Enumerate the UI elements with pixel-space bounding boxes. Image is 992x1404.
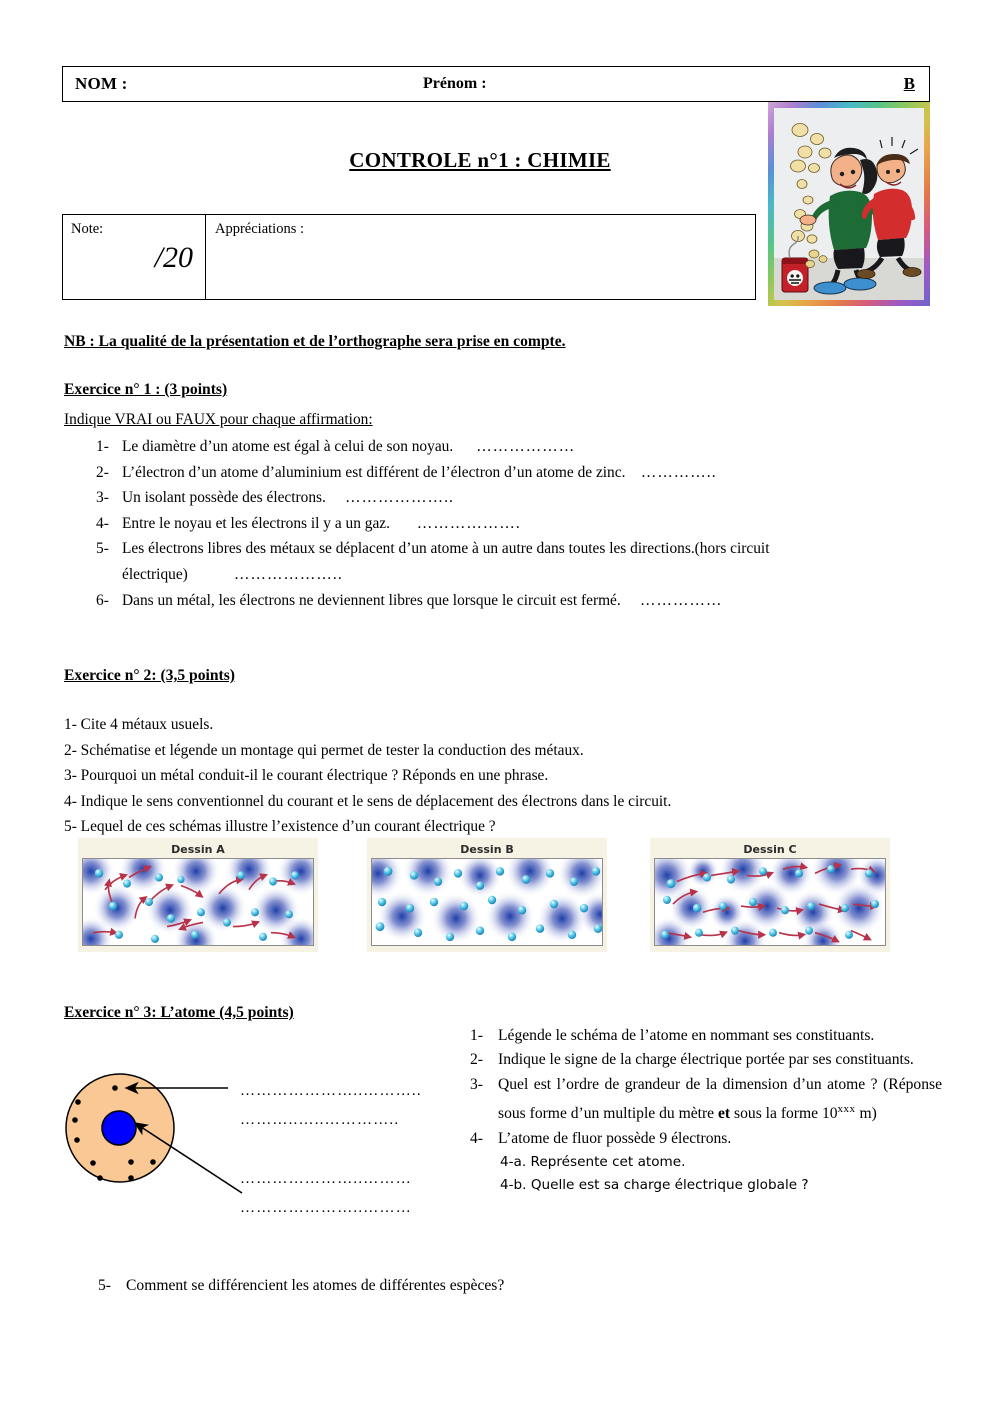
exponent-placeholder: xxx	[837, 1103, 856, 1116]
answer-blank[interactable]: …………..	[640, 463, 717, 481]
atom-diagram-wrapper	[62, 1040, 462, 1230]
answer-blank[interactable]: ……………….	[416, 514, 521, 532]
list-item: 3- Pourquoi un métal conduit-il le courant électrique ? Réponds en une phrase.	[64, 767, 549, 784]
exercise2-question-list	[64, 712, 924, 840]
item-text	[498, 1127, 942, 1197]
item-statement-end: m)	[855, 1105, 877, 1123]
drawing-dessin-b	[367, 838, 607, 952]
student-identity-bar	[62, 66, 930, 102]
lattice-drawings-group	[78, 838, 898, 956]
lattice-diagram-c	[655, 859, 885, 945]
exercise3-question-list	[470, 1024, 942, 1197]
drawing-frame	[654, 858, 886, 946]
page-title-text: CONTROLE n°1 : CHIMIE	[349, 148, 611, 172]
note-value: /20	[154, 241, 193, 274]
list-item	[470, 1073, 942, 1127]
item-number: 5-	[98, 1277, 111, 1294]
exercise2-heading: Exercice n° 2: (3,5 points)	[64, 667, 235, 684]
item-text	[122, 460, 936, 486]
drawing-frame	[371, 858, 603, 946]
item-statement: Dans un métal, les électrons ne deviennent libres que lorsque le circuit est fermé.	[122, 591, 621, 609]
answer-blank[interactable]: ………………..	[345, 489, 454, 507]
page-title	[210, 148, 750, 173]
atom-nucleus	[102, 1111, 136, 1145]
drawing-dessin-a	[78, 838, 318, 952]
item-number: 1-	[96, 438, 109, 455]
item-number: 6-	[96, 591, 109, 609]
item-statement: Un isolant possède des électrons.	[122, 489, 326, 507]
grade-box	[62, 214, 756, 300]
item-text: Légende le schéma de l’atome en nommant ses constituants.	[498, 1027, 875, 1044]
list-item	[96, 536, 936, 587]
exercise1-heading: Exercice n° 1 : (3 points)	[64, 381, 228, 398]
atom-blank-line-2: ………..…..…………..	[240, 1112, 400, 1128]
item-text	[122, 485, 936, 511]
answer-blank[interactable]: ……………	[640, 591, 723, 609]
item-number: 3-	[96, 489, 109, 507]
answer-blank[interactable]: ………………	[476, 438, 576, 455]
item-statement: L’atome de fluor possède 9 électrons.	[498, 1129, 732, 1147]
item-statement: Le diamètre d’un atome est égal à celui de son noyau.	[122, 438, 454, 455]
item-text: Indique le signe de la charge électrique portée par ses constituants.	[498, 1051, 914, 1069]
lattice-diagram-b	[372, 859, 602, 945]
exercise3-heading: Exercice n° 3: L’atome (4,5 points)	[64, 1004, 294, 1021]
sub-item: 4-a. Représente cet atome.	[500, 1154, 686, 1171]
drawing-caption: Dessin B	[460, 843, 514, 856]
item-number: 3-	[470, 1075, 483, 1093]
class-group-label: B	[903, 74, 915, 93]
list-item	[470, 1024, 942, 1048]
note-label: Note:	[71, 221, 104, 237]
item-number: 1-	[470, 1027, 483, 1044]
item-statement: Les électrons libres des métaux se déplacent d’un atome à un autre dans toutes les directions.(hors circuit électrique)	[122, 540, 770, 583]
drawing-dessin-c	[650, 838, 890, 952]
item-emphasis: et	[718, 1105, 731, 1123]
item-number: 2-	[470, 1051, 483, 1069]
list-item	[96, 485, 936, 511]
list-item	[470, 1048, 942, 1072]
item-statement: L’électron d’un atome d’aluminium est différent de l’électron d’un atome de zinc.	[122, 463, 626, 481]
item-text	[122, 536, 936, 587]
item-statement-cont: sous la forme 10	[730, 1105, 838, 1123]
item-text	[122, 588, 936, 614]
list-item	[470, 1127, 942, 1197]
presentation-notice: NB : La qualité de la présentation et de l’orthographe sera prise en compte.	[64, 333, 566, 350]
list-item	[96, 434, 936, 460]
appreciations-label: Appréciations :	[215, 221, 304, 237]
item-statement: Entre le noyau et les électrons il y a un gaz.	[122, 514, 390, 532]
drawing-frame	[82, 858, 314, 946]
cartoon-illustration-border	[768, 102, 930, 306]
item-text	[498, 1073, 942, 1127]
list-item	[96, 460, 936, 486]
cartoon-vector	[774, 108, 924, 300]
item-number: 2-	[96, 463, 109, 481]
list-item: 1- Cite 4 métaux usuels.	[64, 716, 214, 733]
list-item: 2- Schématise et légende un montage qui permet de tester la conduction des métaux.	[64, 741, 584, 759]
exercise1-statement-list	[96, 434, 936, 613]
list-item: 4- Indique le sens conventionnel du courant et le sens de déplacement des électrons dans le circuit.	[64, 792, 672, 810]
atom-blank-line-3: …………………..………	[240, 1171, 412, 1187]
sub-item: 4-b. Quelle est sa charge électrique globale ?	[500, 1177, 809, 1194]
lattice-diagram-a	[83, 859, 313, 945]
prenom-label: Prénom :	[423, 75, 487, 92]
list-item	[96, 511, 936, 537]
list-item	[96, 588, 936, 614]
item-text	[122, 511, 936, 537]
exercise1-intro: Indique VRAI ou FAUX pour chaque affirmation:	[64, 411, 373, 428]
drawing-caption: Dessin C	[743, 843, 797, 856]
item-text: Comment se différencient les atomes de différentes espèces?	[126, 1277, 505, 1294]
nom-label: NOM :	[75, 74, 128, 93]
exercise3-question-5	[98, 1277, 504, 1295]
list-item: 5- Lequel de ces schémas illustre l’existence d’un courant électrique ?	[64, 818, 496, 835]
item-statement: Quel est l’ordre de grandeur de la dimension d’un atome ? (Réponse sous forme d’un multiple du mètre	[498, 1075, 942, 1123]
drawing-caption: Dessin A	[171, 843, 225, 856]
item-text	[122, 434, 936, 460]
answer-blank[interactable]: ………………..	[233, 565, 343, 583]
item-number: 5-	[96, 540, 109, 558]
grade-box-divider	[205, 215, 206, 299]
atom-blank-line-4: …………………..………	[240, 1200, 412, 1216]
item-number: 4-	[470, 1129, 483, 1147]
atom-schematic	[62, 1040, 462, 1230]
item-number: 4-	[96, 514, 109, 532]
atom-blank-line-1: …………………..………..	[240, 1083, 422, 1099]
cartoon-illustration	[774, 108, 924, 300]
